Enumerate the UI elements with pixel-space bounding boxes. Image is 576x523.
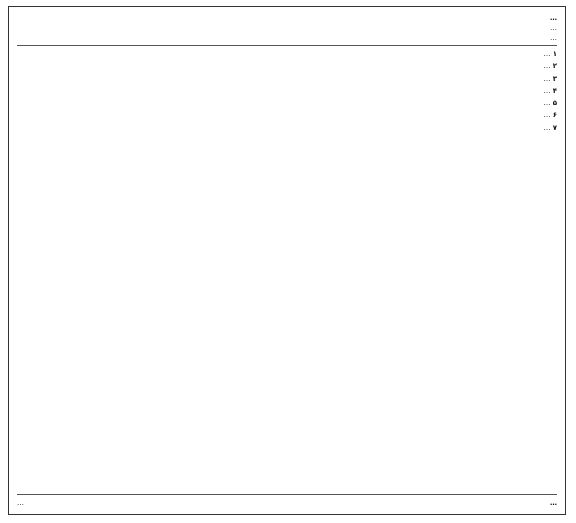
paragraph-number-2: ۲ bbox=[552, 62, 557, 71]
paragraph-text-5: … bbox=[543, 99, 551, 108]
paragraph-text-4: … bbox=[543, 86, 551, 95]
notice-paragraph-2 bbox=[17, 61, 557, 71]
footer-row bbox=[17, 498, 557, 508]
file-number: … bbox=[550, 14, 557, 22]
paragraph-number-6: ۶ bbox=[552, 111, 557, 120]
publication-date: … bbox=[17, 499, 24, 507]
notice-header-line-2: … bbox=[550, 34, 557, 42]
paragraph-text-7: … bbox=[543, 123, 551, 132]
paragraph-number-5: ۵ bbox=[552, 99, 557, 108]
notice-paragraph-6 bbox=[17, 110, 557, 120]
header-divider bbox=[17, 45, 557, 46]
paragraph-text-6: … bbox=[543, 111, 551, 120]
paragraph-text-2: … bbox=[543, 62, 551, 71]
paragraph-number-4: ۴ bbox=[552, 86, 557, 95]
auction-notice bbox=[8, 6, 566, 515]
signature-block: … bbox=[550, 499, 557, 507]
notice-paragraph-4 bbox=[17, 86, 557, 96]
notice-header-line-1: … bbox=[550, 24, 557, 32]
paragraph-text-1: … bbox=[543, 50, 551, 58]
footer-divider bbox=[17, 494, 557, 495]
paragraph-number-1: ۱ bbox=[552, 50, 557, 58]
notice-paragraph-7 bbox=[17, 123, 557, 133]
paragraph-number-7: ۷ bbox=[552, 123, 557, 132]
notice-paragraph-5 bbox=[17, 98, 557, 108]
notice-paragraph-3 bbox=[17, 74, 557, 84]
notice-paragraph-1 bbox=[17, 49, 557, 59]
notice-footer bbox=[17, 492, 557, 508]
paragraph-text-3: … bbox=[543, 74, 551, 83]
paragraph-number-3: ۳ bbox=[552, 74, 557, 83]
